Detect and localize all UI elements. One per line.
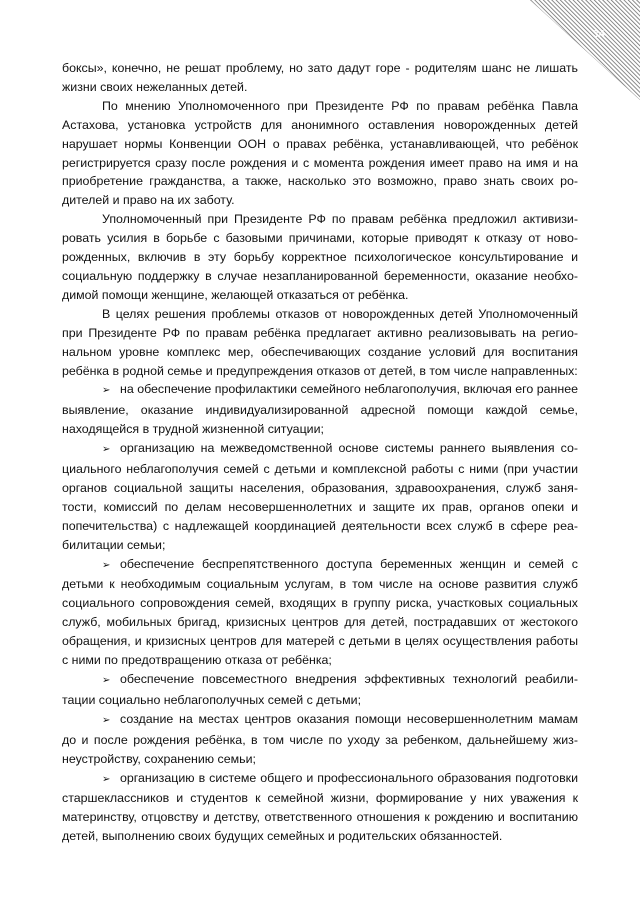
list-item <box>62 710 578 769</box>
list-item <box>62 555 578 670</box>
paragraph: Уполномоченный при Президенте РФ по правам ребёнка предложил активизировать усилия в борьбе с базовыми причинами, которые приводят к отказу от новорожденных, включив в эту борьбу корректное психологическое консультирование и социальную поддержку в случае незапланированной беременности, оказание необходимой помощи женщине, желающей отказаться от ребёнка. <box>62 212 578 302</box>
list-item-text: на обеспечение профилактики семейного неблагополучия, включая его раннее выявление, оказание индивидуализированной адресной помощи каждой семье, находящейся в трудной жизненной ситуации; <box>62 382 578 437</box>
list-item <box>62 769 578 847</box>
arrow-bullet-icon: ➢ <box>102 773 111 785</box>
body-text <box>62 59 578 846</box>
arrow-bullet-icon: ➢ <box>102 444 111 456</box>
paragraph: боксы», конечно, не решат проблему, но зато дадут горе - родителям шанс не лишать жизни своих нежеланных детей. <box>62 61 578 94</box>
list-item-text: обеспечение повсеместного внедрения эффективных технологий реабилитации социально неблагополучных семей с детьми; <box>62 672 578 707</box>
page-number: 34 <box>592 29 606 40</box>
paragraph: По мнению Уполномоченного при Президенте РФ по правам ребёнка Павла Астахова, установка устройств для анонимного оставления новорожденных детей нарушает нормы Конвенции ООН о правах ребёнка, устанавливающей, что ребёнок регистрируется сразу после рождения и с момента рождения имеет право на имя и на приобретение гражданства, а также, насколько это возможно, право знать своих родителей и право на их заботу. <box>62 98 578 208</box>
list-item <box>62 380 578 439</box>
paragraph: В целях решения проблемы отказов от новорожденных детей Уполномоченный при Президенте РФ по правам ребёнка предлагает активно реализовывать на региональном уровне комплекс мер, обеспечивающих создание условий для воспитания ребёнка в родной семье и предупреждения отказов от детей, в том числе направленных: <box>62 306 578 378</box>
list-item <box>62 439 578 554</box>
list-item-text: организацию в системе общего и профессионального образования подготовки старшеклассников и студентов к семейной жизни, формирование у них уважения к материнству, отцовству и детству, ответственного отношения к рождению и воспитанию детей, выполнению своих будущих семейных и родительских обязанностей. <box>62 770 578 844</box>
arrow-bullet-icon: ➢ <box>102 675 111 686</box>
arrow-bullet-icon: ➢ <box>102 714 111 726</box>
arrow-bullet-icon: ➢ <box>102 559 111 571</box>
arrow-bullet-icon: ➢ <box>102 385 111 397</box>
list-item <box>62 670 578 710</box>
list-item-text: создание на местах центров оказания помощи несовершеннолетним мамам до и после рождения ребёнка, в том числе по уходу за ребенком, дальнейшему жизнеустройству, сохранению семьи; <box>62 711 578 766</box>
list-item-text: организацию на межведомственной основе системы раннего выявления социального неблагополучия семей с детьми и комплексной работы с ними (при участии органов социальной защиты населения, образования, здравоохранения, служб занятости, комиссий по делам несовершеннолетних и защите их прав, органов опеки и попечительства) с надлежащей координацией деятельности всех служб в сфере реабилитации семьи; <box>62 441 578 552</box>
list-item-text: обеспечение беспрепятственного доступа беременных женщин и семей с детьми к необходимым социальным услугам, в том числе на основе развития служб социального сопровождения семей, входящих в группу риска, участковых социальных служб, мобильных бригад, кризисных центров для детей, пострадавших от жестокого обращения, и кризисных центров для матерей с детьми в целях осуществления работы с ними по предотвращению отказа от ребёнка; <box>62 556 578 668</box>
